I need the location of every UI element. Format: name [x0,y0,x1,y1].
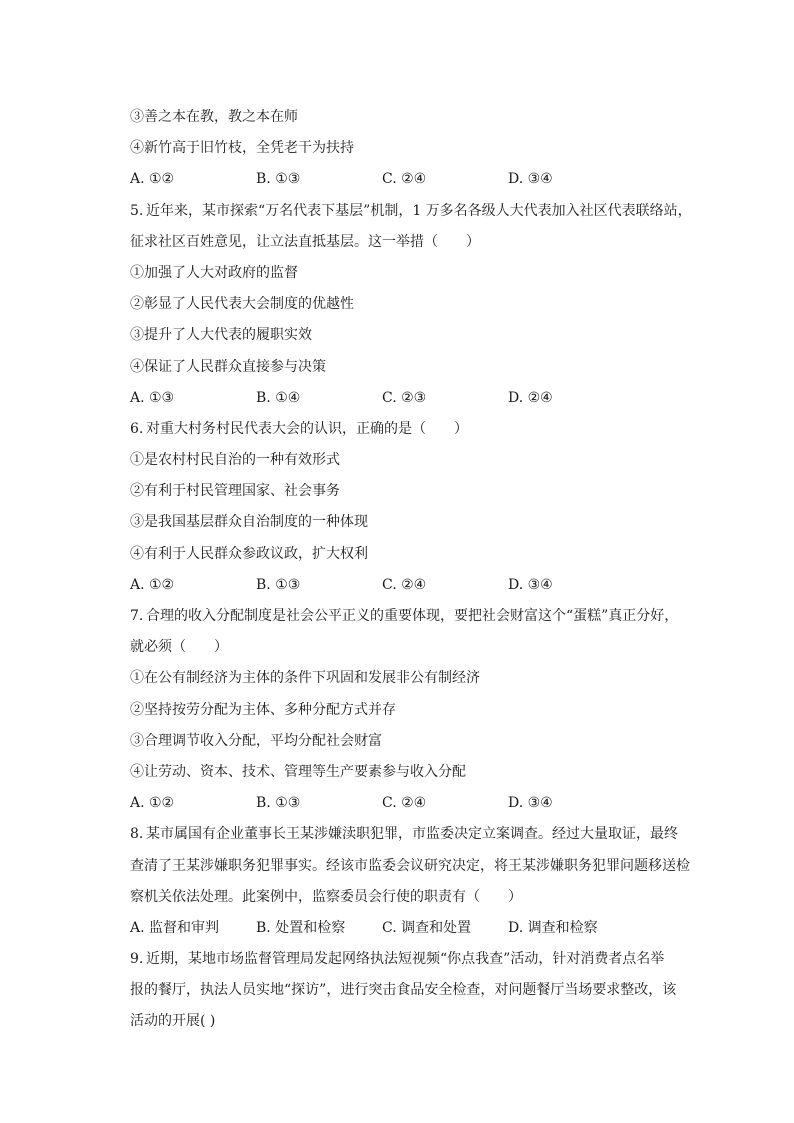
option-b: B. ①③ [256,576,301,593]
statement-item: ③提升了人大代表的履职实效 [130,327,312,344]
statement-item: ④保证了人民群众直接参与决策 [130,358,326,375]
option-d: D. ②④ [508,389,553,406]
statement-item: ①加强了人大对政府的监督 [130,264,298,281]
option-a: A. ①③ [130,389,175,406]
statement-item: ②彰显了人民代表大会制度的优越性 [130,296,354,313]
option-c: C. 调查和处置 [382,919,472,936]
statement-item: ④有利于人民群众参政议政，扩大权利 [130,545,368,562]
question-number: 9. [130,951,144,968]
option-c: C. ②④ [382,171,427,188]
statement-item: ④让劳动、资本、技术、管理等生产要素参与收入分配 [130,763,466,780]
statement-item: ②有利于村民管理国家、社会事务 [130,483,340,500]
option-d: D. ③④ [508,171,553,188]
question-stem-continued: 就必须（ ） [130,639,228,656]
question-number: 6. [130,420,144,437]
option-c: C. ②④ [382,576,427,593]
option-d: D. 调查和检察 [508,919,598,936]
option-d: D. ③④ [508,576,553,593]
question-stem-continued: 查清了王某涉嫌职务犯罪事实。经该市监委会议研究决定，将王某涉嫌职务犯罪问题移送检 [130,857,690,874]
option-b: B. ①④ [256,389,301,406]
option-a: A. 监督和审判 [130,919,220,936]
statement-item: ④新竹高于旧竹枝，全凭老干为扶持 [130,140,354,157]
answer-options [130,570,710,601]
statement-item: ③善之本在教，教之本在师 [130,109,298,125]
question-number: 5. [130,202,144,219]
option-b: B. ①③ [256,171,301,188]
question-stem-continued: 报的餐厅，执法人员实地“探访”，进行突击食品安全检查，对问题餐厅当场要求整改，该 [130,982,677,999]
statement-item: ①是农村村民自治的一种有效形式 [130,452,340,469]
question-stem: 9. 近期，某地市场监督管理局发起网络执法短视频“你点我查”活动，针对消费者点名举 [130,944,710,975]
answer-options [130,164,710,195]
question-stem-continued: 征求社区百姓意见，让立法直抵基层。这一举措（ ） [130,233,480,250]
question-stem: 6. 对重大村务村民代表大会的认识，正确的是（ ） [130,414,710,445]
option-b: B. 处置和检察 [256,919,346,936]
question-number: 8. [130,826,144,843]
statement-item: ③合理调节收入分配，平均分配社会财富 [130,732,382,749]
answer-options [130,913,710,944]
option-c: C. ②④ [382,795,427,812]
option-a: A. ①② [130,171,175,188]
option-a: A. ①② [130,576,175,593]
question-stem: 8. 某市属国有企业董事长王某涉嫌渎职犯罪，市监委决定立案调查。经过大量取证，最终 [130,819,710,850]
question-stem: 7. 合理的收入分配制度是社会公平正义的重要体现，要把社会财富这个“蛋糕”真正分好， [130,601,710,632]
statement-item: ②坚持按劳分配为主体、多种分配方式并存 [130,701,396,718]
option-d: D. ③④ [508,795,553,812]
question-stem: 5. 近年来，某市探索“万名代表下基层”机制，1 万多名各级人大代表加入社区代表联络站， [130,196,710,227]
answer-options [130,383,710,414]
question-number: 7. [130,608,144,624]
statement-item: ①在公有制经济为主体的条件下巩固和发展非公有制经济 [130,670,480,687]
question-content [130,102,710,1038]
statement-item: ③是我国基层群众自治制度的一种体现 [130,514,368,531]
option-b: B. ①③ [256,795,301,812]
option-a: A. ①② [130,795,175,812]
option-c: C. ②③ [382,389,427,406]
question-stem-continued: 察机关依法处理。此案例中，监察委员会行使的职责有（ ） [130,888,522,905]
question-stem-continued: 活动的开展( ) [130,1013,216,1030]
answer-options [130,788,710,819]
